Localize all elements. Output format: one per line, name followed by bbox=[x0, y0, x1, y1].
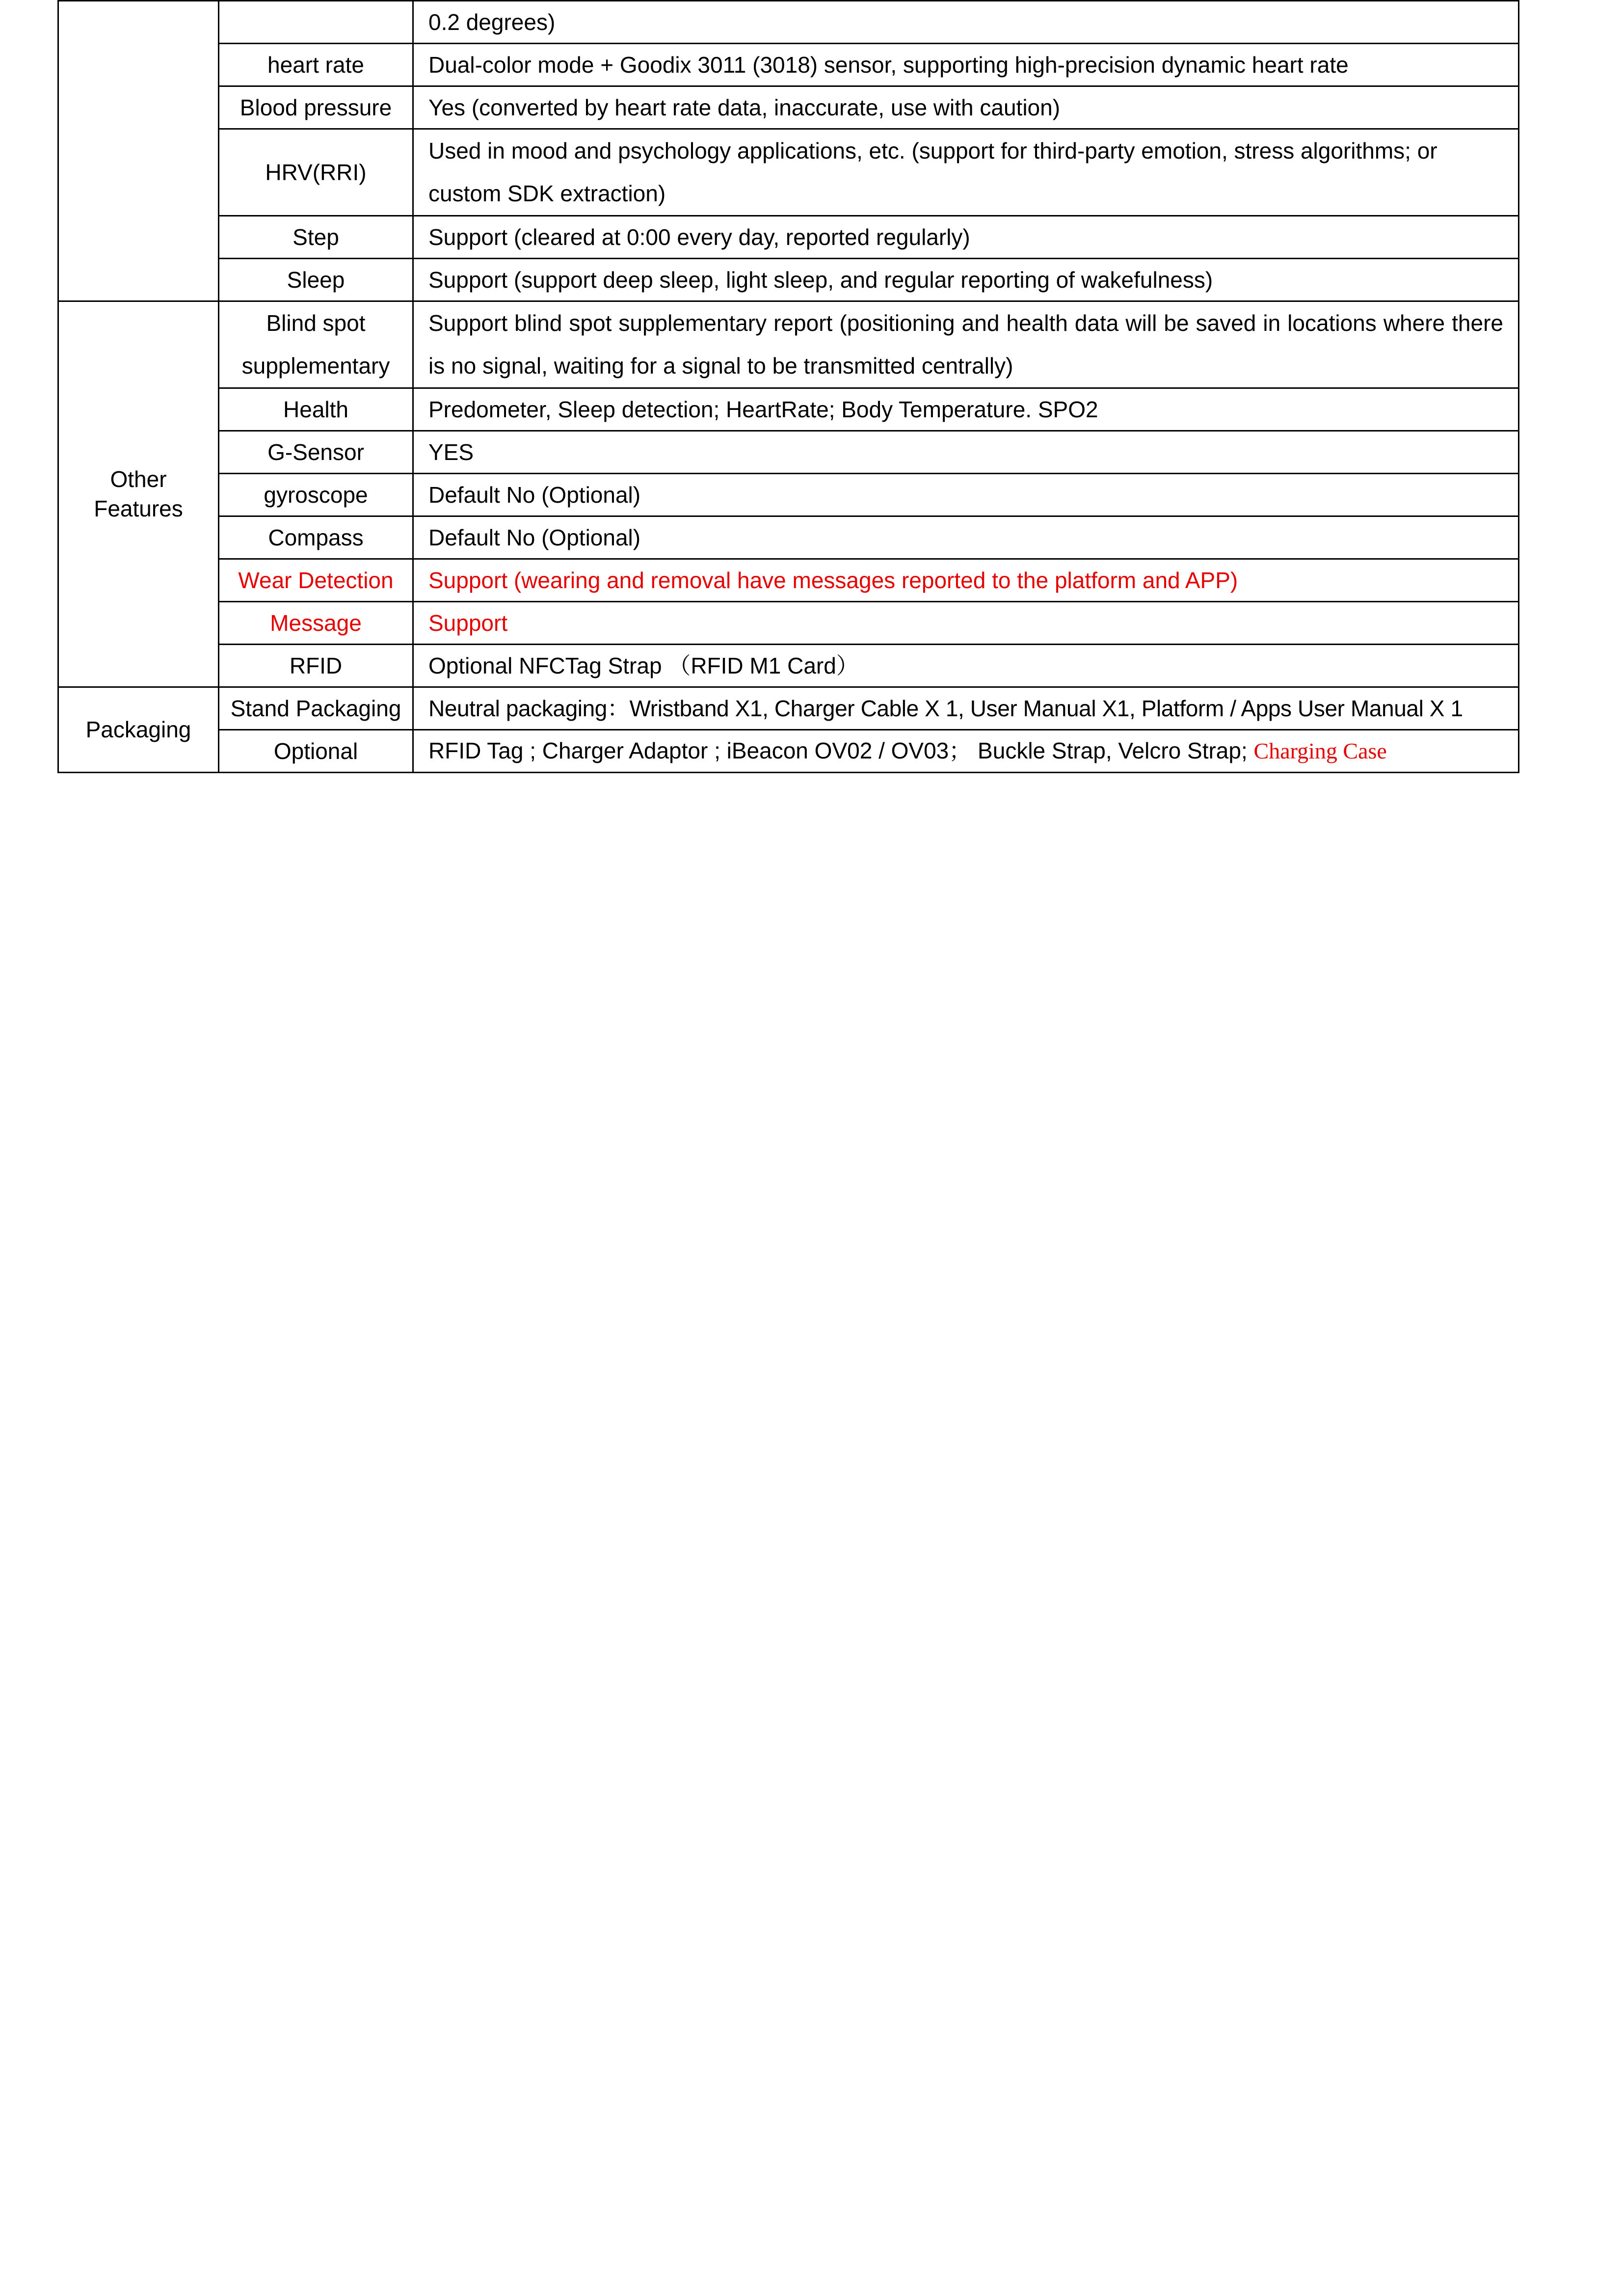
value-cell-step: Support (cleared at 0:00 every day, reported regularly) bbox=[413, 216, 1519, 259]
table-row bbox=[58, 259, 1519, 301]
table-row bbox=[58, 602, 1519, 645]
table-row bbox=[58, 645, 1519, 687]
table-row bbox=[58, 687, 1519, 730]
value-cell-rfid: Optional NFCTag Strap （RFID M1 Card） bbox=[413, 645, 1519, 687]
table-row bbox=[58, 1, 1519, 44]
group-cell-packaging: Packaging bbox=[58, 687, 219, 773]
feature-cell bbox=[219, 1, 413, 44]
table-row bbox=[58, 474, 1519, 516]
feature-cell-gyroscope: gyroscope bbox=[219, 474, 413, 516]
table-row bbox=[58, 559, 1519, 602]
feature-cell-g-sensor: G-Sensor bbox=[219, 431, 413, 474]
feature-cell-hrv: HRV(RRI) bbox=[219, 129, 413, 216]
table-row bbox=[58, 730, 1519, 773]
table-row bbox=[58, 301, 1519, 388]
value-cell-health: Predometer, Sleep detection; HeartRate; Body Temperature. SPO2 bbox=[413, 388, 1519, 431]
feature-cell-stand-packaging: Stand Packaging bbox=[219, 687, 413, 730]
feature-cell-optional: Optional bbox=[219, 730, 413, 773]
table-row bbox=[58, 388, 1519, 431]
value-cell-blood-pressure: Yes (converted by heart rate data, inaccurate, use with caution) bbox=[413, 86, 1519, 129]
feature-cell-blind-spot: Blind spot supplementary bbox=[219, 301, 413, 388]
feature-cell-message: Message bbox=[219, 602, 413, 645]
value-cell-hrv: Used in mood and psychology applications, etc. (support for third-party emotion, stress algorithms; or custom SDK extraction) bbox=[413, 129, 1519, 216]
table-row bbox=[58, 216, 1519, 259]
feature-cell-wear-detection: Wear Detection bbox=[219, 559, 413, 602]
value-cell-blind-spot: Support blind spot supplementary report (positioning and health data will be saved in locations where there is no signal, waiting for a signal to be transmitted centrally) bbox=[413, 301, 1519, 388]
feature-cell-blood-pressure: Blood pressure bbox=[219, 86, 413, 129]
table-row bbox=[58, 516, 1519, 559]
feature-cell-heart-rate: heart rate bbox=[219, 44, 413, 86]
value-cell-sleep: Support (support deep sleep, light sleep, and regular reporting of wakefulness) bbox=[413, 259, 1519, 301]
value-cell-g-sensor: YES bbox=[413, 431, 1519, 474]
feature-cell-rfid: RFID bbox=[219, 645, 413, 687]
group-cell-health-continued bbox=[58, 1, 219, 301]
value-cell-gyroscope: Default No (Optional) bbox=[413, 474, 1519, 516]
feature-cell-sleep: Sleep bbox=[219, 259, 413, 301]
table-row bbox=[58, 44, 1519, 86]
table-row bbox=[58, 86, 1519, 129]
table-row bbox=[58, 431, 1519, 474]
value-cell: 0.2 degrees) bbox=[413, 1, 1519, 44]
feature-cell-compass: Compass bbox=[219, 516, 413, 559]
group-cell-other-features: Other Features bbox=[58, 301, 219, 687]
value-cell-stand-packaging: Neutral packaging：Wristband X1, Charger Cable X 1, User Manual X1, Platform / Apps User Manual X 1 bbox=[413, 687, 1519, 730]
value-cell-compass: Default No (Optional) bbox=[413, 516, 1519, 559]
table-row bbox=[58, 129, 1519, 216]
value-cell-optional bbox=[413, 730, 1519, 773]
feature-cell-step: Step bbox=[219, 216, 413, 259]
optional-items-text: RFID Tag ; Charger Adaptor ; iBeacon OV02 / OV03； Buckle Strap, Velcro Strap; bbox=[428, 738, 1254, 764]
value-cell-wear-detection: Support (wearing and removal have messages reported to the platform and APP) bbox=[413, 559, 1519, 602]
charging-case-highlight: Charging Case bbox=[1253, 738, 1387, 764]
feature-cell-health: Health bbox=[219, 388, 413, 431]
value-cell-message: Support bbox=[413, 602, 1519, 645]
value-cell-heart-rate: Dual-color mode + Goodix 3011 (3018) sensor, supporting high-precision dynamic heart rate bbox=[413, 44, 1519, 86]
spec-table bbox=[57, 0, 1519, 773]
